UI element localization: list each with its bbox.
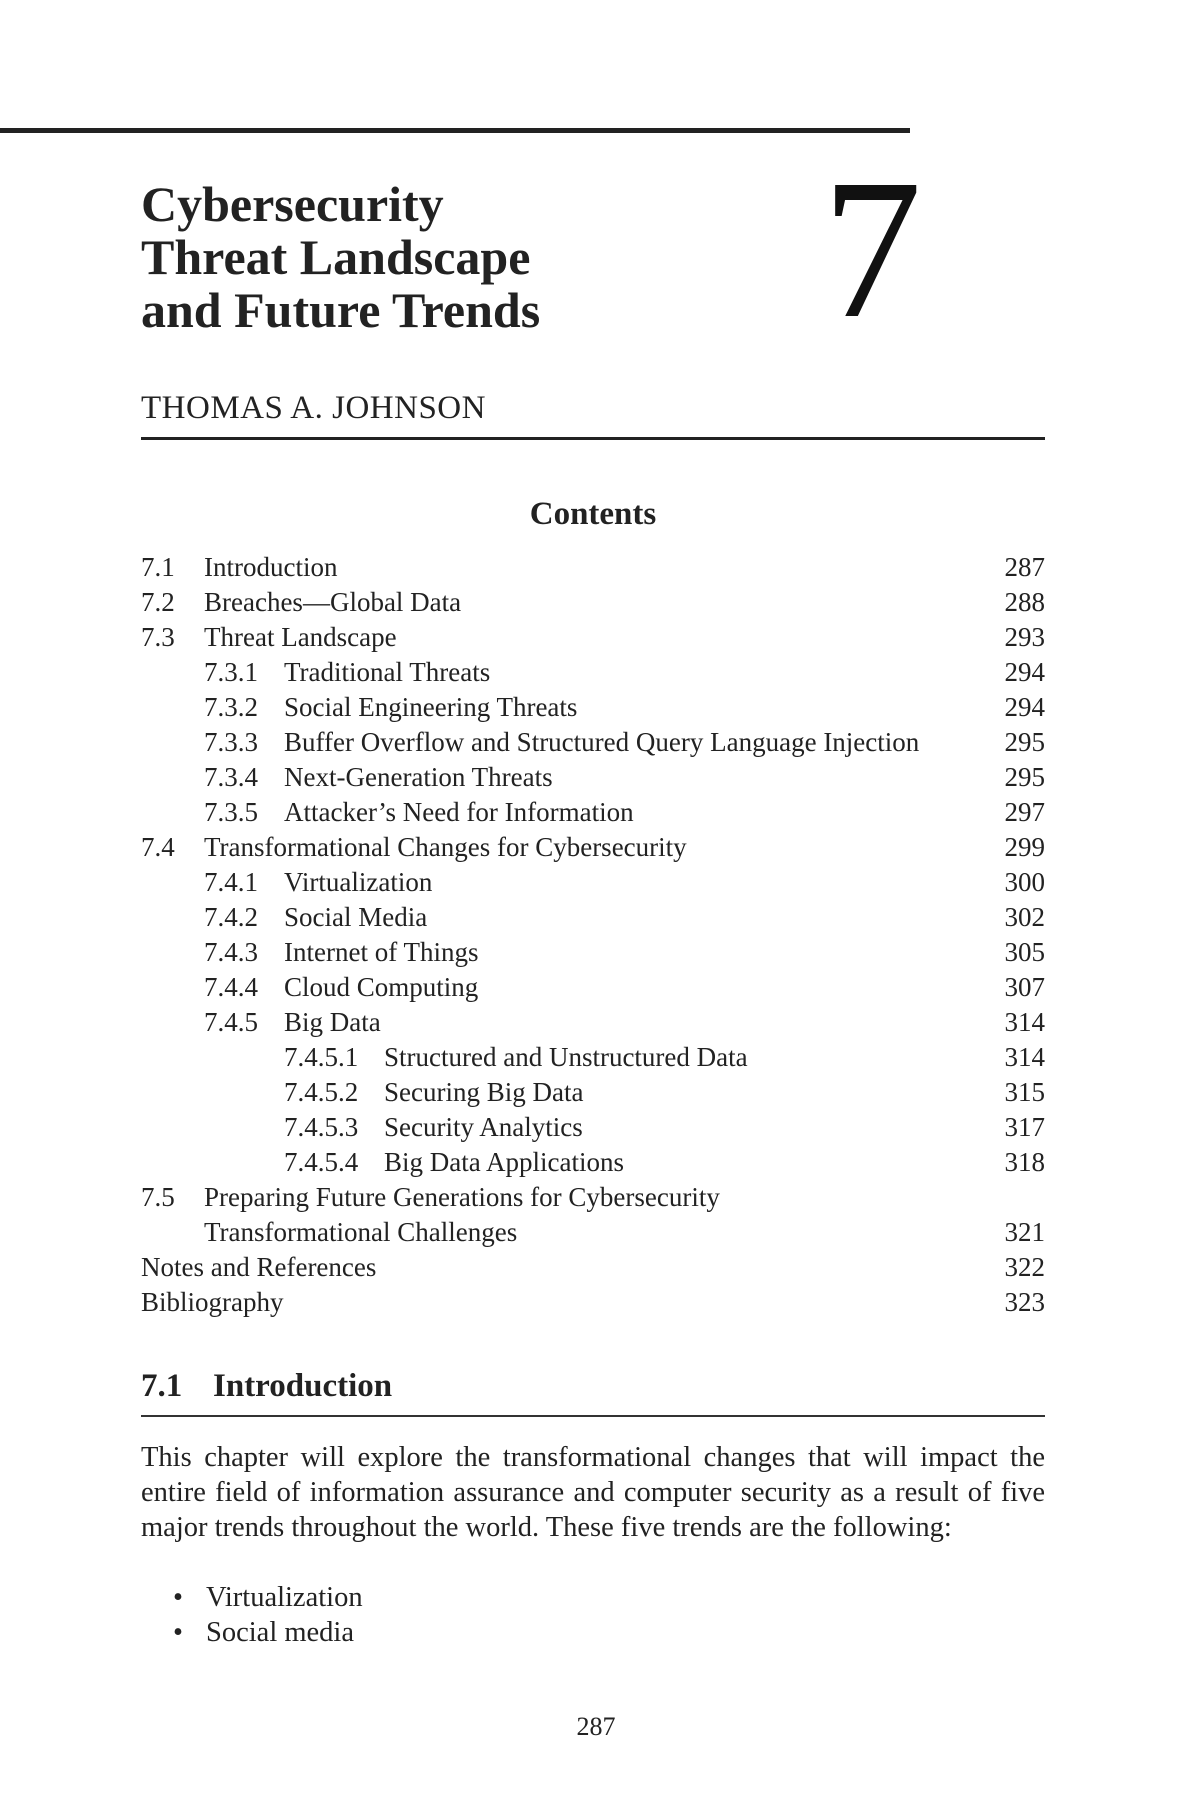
toc-entry	[141, 1040, 1045, 1075]
chapter-title-line-1: Cybersecurity	[141, 176, 444, 232]
toc-entry-title: Virtualization	[284, 867, 433, 897]
author-name: THOMAS A. JOHNSON	[141, 390, 486, 426]
toc-entry-page: 288	[1004, 587, 1045, 617]
toc-entry-title: Internet of Things	[284, 937, 479, 967]
toc-entry-title: Next-Generation Threats	[284, 762, 553, 792]
toc-entry-title: Traditional Threats	[284, 657, 491, 687]
toc-entry	[141, 970, 1045, 1005]
toc-entry-title: Structured and Unstructured Data	[384, 1042, 748, 1072]
list-item-text: Virtualization	[206, 1582, 363, 1613]
toc-entry-number: 7.3.2	[204, 692, 258, 722]
toc-entry-number: 7.3.1	[204, 657, 258, 687]
toc-entry	[141, 1110, 1045, 1145]
toc-entry-number: 7.4.2	[204, 902, 258, 932]
author-rule	[141, 437, 1045, 440]
toc-entry-title: Security Analytics	[384, 1112, 583, 1142]
toc-entry-number: 7.4.5.3	[284, 1112, 359, 1142]
table-of-contents	[141, 550, 1045, 1320]
toc-entry-title: Bibliography	[141, 1287, 284, 1317]
list-item	[141, 1615, 363, 1650]
toc-entry-page: 294	[1004, 692, 1045, 722]
toc-entry-page: 317	[1004, 1112, 1045, 1142]
toc-entry-title: Introduction	[204, 552, 338, 582]
toc-entry	[141, 760, 1045, 795]
toc-entry	[141, 830, 1045, 865]
toc-entry-number: 7.2	[141, 587, 175, 617]
bullet-icon: •	[173, 1582, 183, 1613]
toc-entry-title: Threat Landscape	[204, 622, 397, 652]
toc-entry-page: 287	[1004, 552, 1045, 582]
toc-entry	[141, 1180, 1045, 1215]
toc-entry-page: 321	[1004, 1217, 1045, 1247]
toc-entry-number: 7.4.3	[204, 937, 258, 967]
toc-entry-page: 314	[1004, 1007, 1045, 1037]
toc-entry	[141, 1145, 1045, 1180]
toc-entry	[141, 865, 1045, 900]
toc-entry-number: 7.5	[141, 1182, 175, 1212]
toc-entry-title: Social Media	[284, 902, 428, 932]
toc-entry-page: 322	[1004, 1252, 1045, 1282]
section-rule	[141, 1415, 1045, 1417]
toc-entry-number: 7.3	[141, 622, 175, 652]
toc-entry-page: 315	[1004, 1077, 1045, 1107]
toc-entry	[141, 1215, 1045, 1250]
toc-entry-number: 7.4.5.2	[284, 1077, 359, 1107]
toc-entry-page: 302	[1004, 902, 1045, 932]
section-heading	[141, 1368, 392, 1405]
top-rule	[0, 128, 910, 133]
bullet-icon: •	[173, 1617, 183, 1648]
toc-entry	[141, 585, 1045, 620]
intro-paragraph: This chapter will explore the transformational changes that will impact the entire field of information assurance and computer security as a result of five major trends throughout the world. These five trends are the following:	[141, 1442, 1045, 1543]
list-item	[141, 1580, 363, 1615]
toc-entry	[141, 900, 1045, 935]
toc-entry-page: 300	[1004, 867, 1045, 897]
toc-entry-page: 318	[1004, 1147, 1045, 1177]
toc-entry-number: 7.4	[141, 832, 175, 862]
toc-entry-number: 7.1	[141, 552, 175, 582]
toc-entry	[141, 655, 1045, 690]
toc-entry	[141, 725, 1045, 760]
toc-entry-number: 7.4.5	[204, 1007, 258, 1037]
toc-entry-number: 7.4.5.4	[284, 1147, 359, 1177]
toc-entry-title: Cloud Computing	[284, 972, 479, 1002]
toc-entry	[141, 1075, 1045, 1110]
chapter-number: 7	[822, 139, 922, 360]
chapter-title-line-3: and Future Trends	[141, 282, 541, 338]
toc-entry-title: Notes and References	[141, 1252, 377, 1282]
toc-entry-title: Transformational Changes for Cybersecurity	[204, 832, 687, 862]
toc-entry-number: 7.4.5.1	[284, 1042, 359, 1072]
toc-entry-title: Transformational Challenges	[204, 1217, 518, 1247]
chapter-title	[141, 178, 540, 337]
toc-entry-page: 295	[1004, 727, 1045, 757]
toc-entry-number: 7.4.4	[204, 972, 258, 1002]
page-number: 287	[576, 1712, 616, 1741]
toc-entry	[141, 1285, 1045, 1320]
toc-entry-number: 7.3.5	[204, 797, 258, 827]
toc-entry	[141, 1005, 1045, 1040]
toc-entry-page: 323	[1004, 1287, 1045, 1317]
toc-entry-title: Big Data	[284, 1007, 381, 1037]
trend-list	[141, 1580, 363, 1650]
toc-entry	[141, 795, 1045, 830]
toc-entry	[141, 620, 1045, 655]
toc-entry-title: Big Data Applications	[384, 1147, 624, 1177]
toc-entry-page: 314	[1004, 1042, 1045, 1072]
section-number: 7.1	[141, 1368, 183, 1404]
toc-entry-title: Buffer Overflow and Structured Query Language Injection	[284, 727, 920, 757]
list-item-text: Social media	[206, 1617, 354, 1648]
toc-entry-page: 297	[1004, 797, 1045, 827]
toc-entry-page: 305	[1004, 937, 1045, 967]
toc-entry-title: Social Engineering Threats	[284, 692, 578, 722]
toc-entry-page: 293	[1004, 622, 1045, 652]
toc-entry	[141, 1250, 1045, 1285]
toc-entry	[141, 550, 1045, 585]
contents-heading: Contents	[529, 496, 657, 532]
toc-entry	[141, 690, 1045, 725]
chapter-title-line-2: Threat Landscape	[141, 229, 531, 285]
toc-entry-page: 299	[1004, 832, 1045, 862]
toc-entry-title: Preparing Future Generations for Cybersecurity	[204, 1182, 720, 1212]
toc-entry-number: 7.3.4	[204, 762, 258, 792]
toc-entry-title: Securing Big Data	[384, 1077, 584, 1107]
toc-entry-page: 294	[1004, 657, 1045, 687]
toc-entry-title: Attacker’s Need for Information	[284, 797, 634, 827]
toc-entry-number: 7.3.3	[204, 727, 258, 757]
toc-entry-number: 7.4.1	[204, 867, 258, 897]
toc-entry-title: Breaches—Global Data	[204, 587, 462, 617]
toc-entry-page: 295	[1004, 762, 1045, 792]
section-title: Introduction	[213, 1368, 393, 1404]
toc-entry-page: 307	[1004, 972, 1045, 1002]
toc-entry	[141, 935, 1045, 970]
